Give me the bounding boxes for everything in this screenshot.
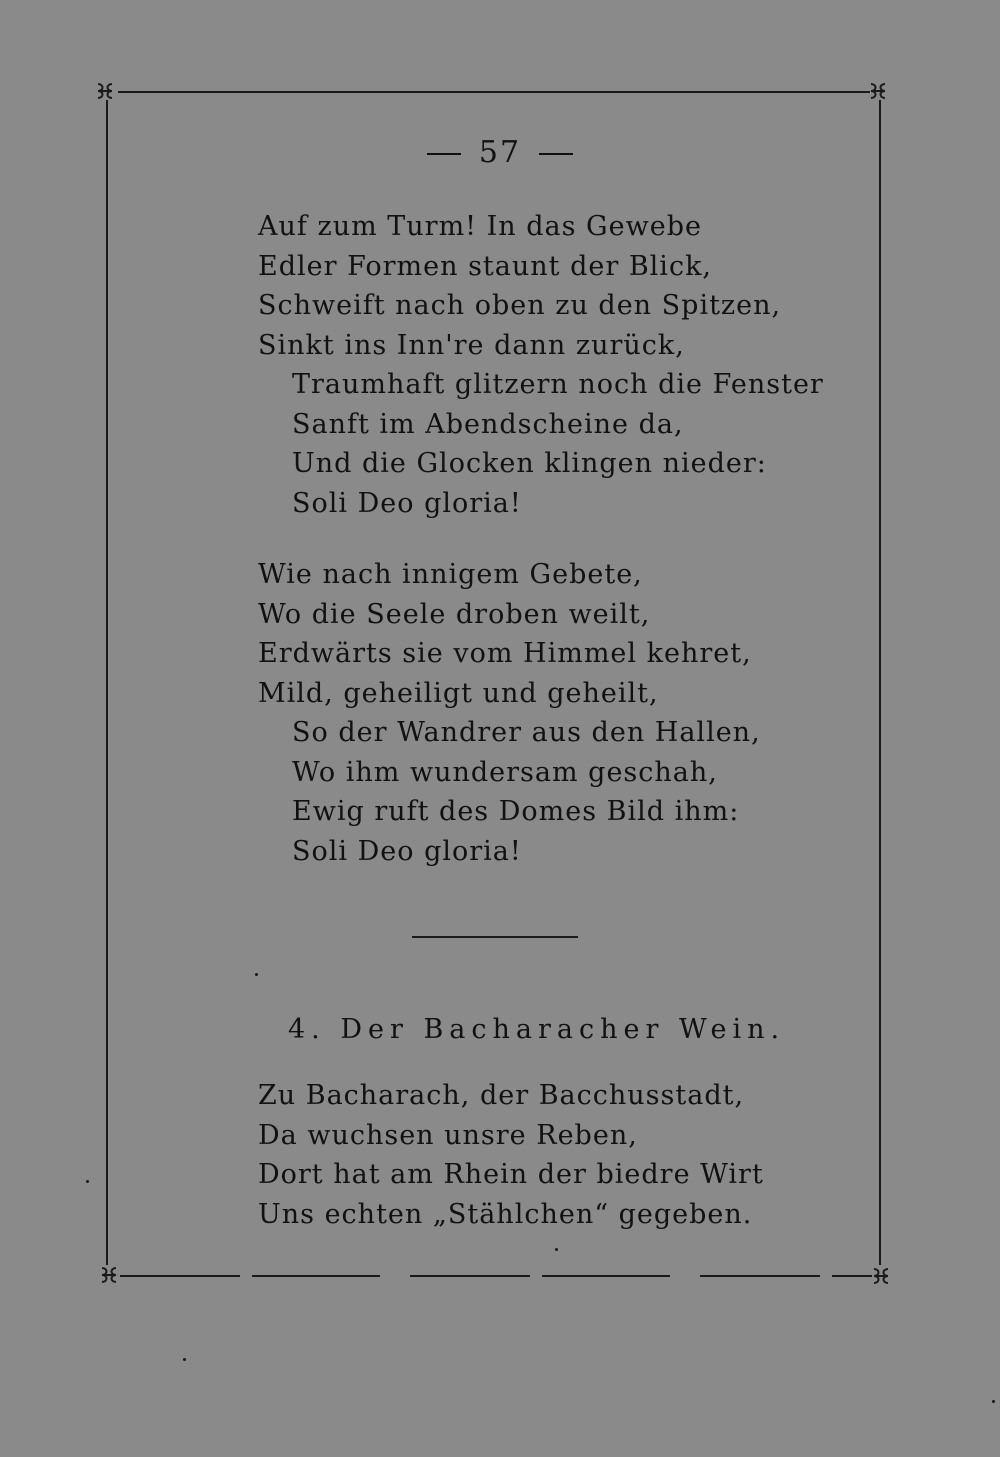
- ink-speck: [992, 1400, 995, 1403]
- verse-line: Soli Deo gloria!: [292, 835, 522, 867]
- dash-right: [539, 153, 573, 155]
- verse-line: Auf zum Turm! In das Gewebe: [258, 211, 702, 242]
- verse-line: Wo ihm wundersam geschah,: [292, 756, 718, 788]
- corner-ornament-icon: [94, 80, 116, 102]
- dash-left: [427, 153, 461, 155]
- page-number: [380, 135, 620, 170]
- section-divider: [412, 936, 578, 938]
- verse-line: Mild, geheiligt und geheilt,: [258, 677, 659, 709]
- page-number-text: 57: [478, 135, 522, 170]
- verse-line: Zu Bacharach, der Bacchusstadt,: [258, 1080, 745, 1111]
- verse-line: Da wuchsen unsre Reben,: [258, 1119, 638, 1151]
- poem-stanza-2: [258, 555, 761, 871]
- corner-ornament-icon: [867, 80, 889, 102]
- verse-line: Soli Deo gloria!: [292, 487, 522, 519]
- verse-line: Erdwärts sie vom Himmel kehret,: [258, 638, 752, 669]
- frame-right-border: [879, 100, 881, 1265]
- verse-line: Edler Formen staunt der Blick,: [258, 250, 713, 282]
- poem-stanza-1: [258, 207, 824, 523]
- ink-speck: [555, 1248, 558, 1251]
- frame-bottom-border: [120, 1275, 872, 1277]
- section-heading: 4. Der Bacharacher Wein.: [288, 1014, 786, 1045]
- corner-ornament-icon: [98, 1264, 120, 1286]
- verse-line: Ewig ruft des Domes Bild ihm:: [292, 796, 740, 827]
- verse-line: Uns echten „Stählchen“ gegeben.: [258, 1198, 753, 1230]
- verse-line: Wie nach innigem Gebete,: [258, 559, 643, 590]
- frame-left-border: [106, 100, 108, 1265]
- verse-line: Wo die Seele droben weilt,: [258, 598, 651, 630]
- verse-line: Dort hat am Rhein der biedre Wirt: [258, 1159, 764, 1190]
- ink-speck: [183, 1358, 186, 1361]
- verse-line: Sanft im Abendscheine da,: [292, 408, 684, 440]
- verse-line: So der Wandrer aus den Hallen,: [292, 717, 761, 748]
- frame-top-border: [118, 91, 870, 93]
- ink-speck: [255, 973, 258, 976]
- ink-speck: [86, 1180, 89, 1183]
- corner-ornament-icon: [870, 1265, 892, 1287]
- verse-line: Sinkt ins Inn're dann zurück,: [258, 329, 685, 361]
- verse-line: Traumhaft glitzern noch die Fenster: [292, 369, 824, 400]
- verse-line: Schweift nach oben zu den Spitzen,: [258, 290, 782, 321]
- verse-line: Und die Glocken klingen nieder:: [292, 448, 767, 479]
- poem-stanza-3: [258, 1076, 764, 1234]
